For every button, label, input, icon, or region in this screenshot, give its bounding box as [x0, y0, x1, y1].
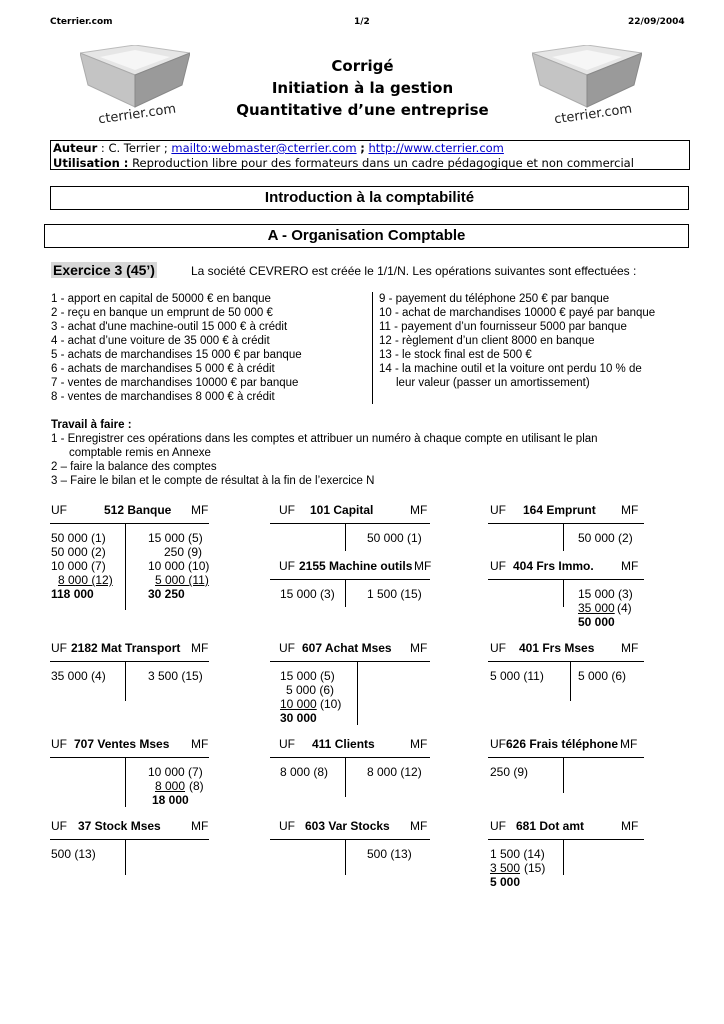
account-title-emprunt: 164 Emprunt — [523, 503, 596, 517]
uf-label: UF — [51, 819, 67, 833]
uf-label: UF — [279, 819, 295, 833]
operation-item: 3 - achat d'une machine-outil 15 000 € à crédit — [51, 321, 288, 333]
author-email-link[interactable]: mailto:webmaster@cterrier.com — [171, 141, 357, 155]
uf-label: UF — [51, 503, 67, 517]
operations-divider — [372, 292, 373, 404]
mf-label: MF — [414, 559, 432, 573]
credit-entry: 10 000 (10) — [148, 559, 210, 573]
account-title-machine: 2155 Machine outils — [299, 559, 413, 573]
t-account-rule — [488, 757, 644, 758]
t-account-divider — [345, 523, 346, 551]
operation-item: 5 - achats de marchandises 15 000 € par banque — [51, 349, 302, 361]
document-title — [220, 55, 505, 121]
operation-item: 7 - ventes de marchandises 10000 € par banque — [51, 377, 299, 389]
mf-label: MF — [191, 641, 209, 655]
t-account-divider — [345, 839, 346, 875]
t-account-rule — [270, 523, 430, 524]
account-title-dot-amt: 681 Dot amt — [516, 819, 585, 833]
debit-entry: 8 000 (8) — [280, 765, 329, 779]
title-line-3: Quantitative d’une entreprise — [236, 101, 489, 119]
author-box: Auteur : C. Terrier ; mailto:webmaster@cterrier.com ; http://www.cterrier.com Utilisation : Reproduction libre pour des formateurs dans un cadre pédagogique et non commercial — [50, 140, 690, 170]
account-title-banque: 512 Banque — [104, 503, 172, 517]
credit-entry: 10 000 (7) — [148, 765, 203, 779]
operation-item: 10 - achat de marchandises 10000 € payé par banque — [379, 307, 656, 319]
debit-entry: 5 000 (11) — [490, 669, 544, 683]
credit-entry: 1 500 (15) — [367, 587, 422, 601]
credit-entry-ref: (4) — [617, 601, 632, 615]
operation-item-continued: leur valeur (passer un amortissement) — [396, 377, 590, 389]
credit-entry: 5 000 (11) — [155, 573, 209, 587]
t-account-rule — [488, 839, 644, 840]
t-account-rule — [50, 757, 209, 758]
account-title-frs-immo: 404 Frs Immo. — [513, 559, 594, 573]
logo-text-left: cterrier.com — [97, 101, 178, 128]
work-title: Travail à faire : — [51, 419, 132, 431]
mf-label: MF — [410, 819, 428, 833]
t-account-divider — [357, 661, 358, 725]
usage-text: Reproduction libre pour des formateurs dans un cadre pédagogique et non commercial — [132, 156, 634, 170]
work-to-do — [51, 418, 683, 488]
account-title-capital: 101 Capital — [310, 503, 374, 517]
uf-label: UF — [279, 503, 295, 517]
operation-item: 8 - ventes de marchandises 8 000 € à crédit — [51, 391, 275, 403]
t-account-rule — [270, 757, 430, 758]
operations-left — [51, 292, 371, 404]
credit-entry: 50 000 (2) — [578, 531, 633, 545]
credit-entry: 15 000 (5) — [148, 531, 203, 545]
author-website-link[interactable]: http://www.cterrier.com — [368, 141, 504, 155]
header-page-number: 1/2 — [354, 17, 370, 27]
debit-entry: 10 000 — [280, 697, 317, 711]
operation-item: 11 - payement d’un fournisseur 5000 par banque — [379, 321, 627, 333]
operation-item: 1 - apport en capital de 50000 € en banque — [51, 293, 271, 305]
t-account-rule — [270, 661, 430, 662]
t-account-rule — [488, 523, 644, 524]
mf-label: MF — [191, 503, 209, 517]
operation-item: 12 - règlement d’un client 8000 en banque — [379, 335, 595, 347]
mf-label: MF — [410, 737, 428, 751]
header-site: Cterrier.com — [50, 17, 113, 27]
uf-label: UF — [490, 737, 506, 751]
credit-entry: 8 000 — [155, 779, 186, 793]
operation-item: 9 - payement du téléphone 250 € par banque — [379, 293, 610, 305]
t-account-divider — [563, 579, 564, 607]
credit-entry: 35 000 — [578, 601, 615, 615]
t-account-divider — [345, 579, 346, 607]
mf-label: MF — [620, 737, 638, 751]
account-title-ventes: 707 Ventes Mses — [74, 737, 170, 751]
debit-entry: 50 000 (2) — [51, 545, 106, 559]
work-item: 2 – faire la balance des comptes — [51, 461, 217, 473]
t-account-rule — [488, 579, 644, 580]
mf-label: MF — [410, 503, 428, 517]
uf-label: UF — [279, 559, 295, 573]
credit-entry: 8 000 (12) — [367, 765, 422, 779]
debit-entry: 5 000 (6) — [286, 683, 335, 697]
t-account-divider — [563, 757, 564, 793]
uf-label: UF — [490, 819, 506, 833]
operation-item: 6 - achats de marchandises 5 000 € à crédit — [51, 363, 275, 375]
account-title-transport: 2182 Mat Transport — [71, 641, 181, 655]
account-title-stock: 37 Stock Mses — [78, 819, 161, 833]
debit-entry: 35 000 (4) — [51, 669, 106, 683]
cterrier-logo-right — [532, 45, 642, 128]
t-account-rule — [270, 579, 430, 580]
t-account-divider — [125, 523, 126, 610]
account-title-var-stocks: 603 Var Stocks — [305, 819, 390, 833]
debit-entry: 15 000 (3) — [280, 587, 335, 601]
debit-entry: 250 (9) — [490, 765, 529, 779]
title-line-2: Initiation à la gestion — [271, 79, 454, 97]
work-item-continued: comptable remis en Annexe — [69, 447, 211, 459]
t-account-divider — [570, 661, 571, 701]
account-title-frais: 626 Frais téléphone — [506, 737, 619, 751]
usage-label: Utilisation : — [53, 156, 129, 170]
operation-item: 13 - le stock final est de 500 € — [379, 349, 532, 361]
credit-entry: 15 000 (3) — [578, 587, 633, 601]
uf-label: UF — [279, 641, 295, 655]
t-account-rule — [50, 839, 209, 840]
section-title: Introduction à la comptabilité — [50, 186, 689, 210]
t-account-divider — [125, 661, 126, 701]
author-label: Auteur — [53, 141, 98, 155]
t-account-divider — [125, 757, 126, 807]
credit-total: 50 000 — [578, 615, 615, 629]
debit-total: 30 000 — [280, 711, 317, 725]
uf-label: UF — [51, 641, 67, 655]
work-item: 3 – Faire le bilan et le compte de résultat à la fin de l’exercice N — [51, 475, 375, 487]
uf-label: UF — [51, 737, 67, 751]
credit-total: 18 000 — [152, 793, 189, 807]
mf-label: MF — [410, 641, 428, 655]
credit-entry: 3 500 (15) — [148, 669, 203, 683]
t-account-divider — [345, 757, 346, 797]
account-title-frs-mses: 401 Frs Mses — [519, 641, 595, 655]
t-account-rule — [488, 661, 644, 662]
exercise-intro: La société CEVRERO est créée le 1/1/N. Les opérations suivantes sont effectuées : — [191, 264, 637, 278]
mf-label: MF — [621, 559, 639, 573]
author-name: C. Terrier — [108, 141, 161, 155]
debit-entry: 500 (13) — [51, 847, 96, 861]
credit-entry: 250 (9) — [164, 545, 203, 559]
exercise-label: Exercice 3 (45’) — [53, 262, 155, 278]
mf-label: MF — [191, 737, 209, 751]
debit-entry: 10 000 (7) — [51, 559, 106, 573]
debit-entry-ref: (15) — [524, 861, 546, 875]
operation-item: 2 - reçu en banque un emprunt de 50 000 € — [51, 307, 273, 319]
operations-right — [379, 292, 684, 390]
mf-label: MF — [621, 503, 639, 517]
uf-label: UF — [279, 737, 295, 751]
uf-label: UF — [490, 641, 506, 655]
t-account-rule — [50, 661, 209, 662]
debit-entry: 1 500 (14) — [490, 847, 545, 861]
t-account-rule — [270, 839, 430, 840]
debit-total: 5 000 — [490, 875, 521, 889]
title-line-1: Corrigé — [331, 57, 394, 75]
operation-item: 4 - achat d’une voiture de 35 000 € à crédit — [51, 335, 270, 347]
uf-label: UF — [490, 503, 506, 517]
debit-total: 118 000 — [51, 587, 94, 601]
subsection-title: A - Organisation Comptable — [44, 224, 689, 248]
logo-text-right: cterrier.com — [553, 101, 634, 128]
debit-entry: 50 000 (1) — [51, 531, 106, 545]
debit-entry: 15 000 (5) — [280, 669, 335, 683]
t-account-divider — [125, 839, 126, 875]
mf-label: MF — [621, 641, 639, 655]
credit-entry-ref: (8) — [189, 779, 204, 793]
account-title-clients: 411 Clients — [312, 737, 375, 751]
cterrier-logo-left — [80, 45, 190, 128]
header-date: 22/09/2004 — [628, 17, 685, 27]
credit-entry: 500 (13) — [367, 847, 412, 861]
mf-label: MF — [621, 819, 639, 833]
account-title-achat: 607 Achat Mses — [302, 641, 392, 655]
debit-entry: 8 000 (12) — [58, 573, 113, 587]
t-account-divider — [563, 839, 564, 875]
uf-label: UF — [490, 559, 506, 573]
debit-entry-ref: (10) — [320, 697, 342, 711]
credit-entry: 5 000 (6) — [578, 669, 627, 683]
credit-total: 30 250 — [148, 587, 185, 601]
t-account-divider — [563, 523, 564, 551]
debit-entry: 3 500 — [490, 861, 521, 875]
mf-label: MF — [191, 819, 209, 833]
operation-item: 14 - la machine outil et la voiture ont perdu 10 % de — [379, 363, 642, 375]
work-item: 1 - Enregistrer ces opérations dans les comptes et attribuer un numéro à chaque compte en utilisant le plan — [51, 433, 598, 445]
t-account-rule — [50, 523, 209, 524]
credit-entry: 50 000 (1) — [367, 531, 422, 545]
